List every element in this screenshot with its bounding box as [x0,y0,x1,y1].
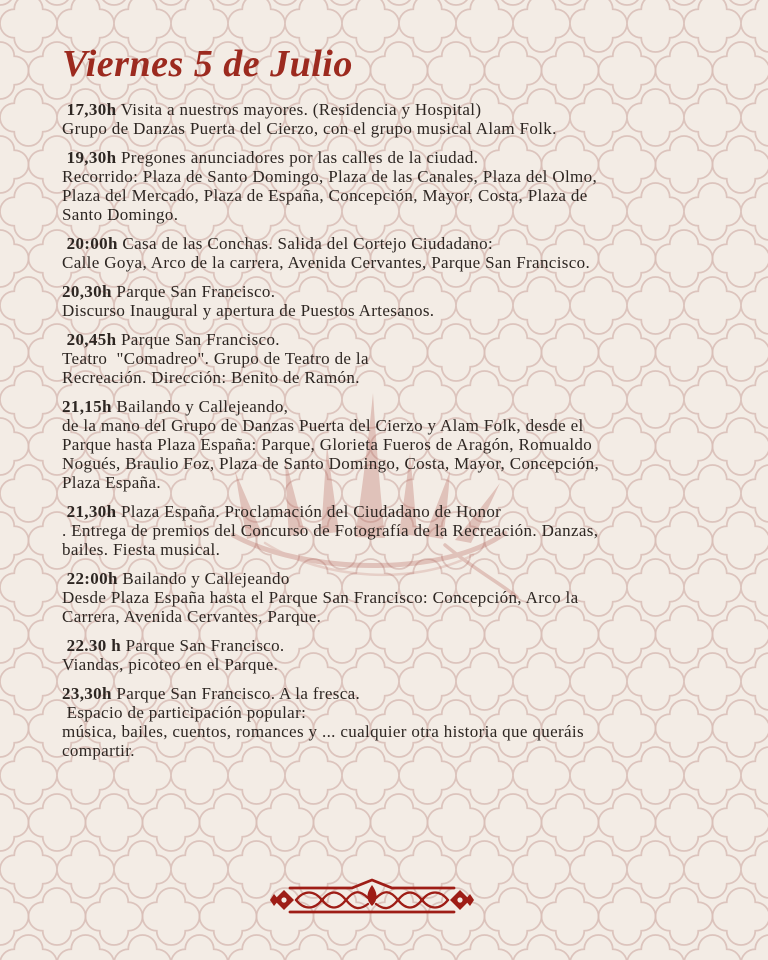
event-time: 22:00h [62,569,118,588]
event-detail-line: Recreación. Dirección: Benito de Ramón. [62,368,360,387]
event-summary: Bailando y Callejeando [117,569,290,588]
event-time: 22.30 h [62,636,122,655]
event-detail-line: Viandas, picoteo en el Parque. [62,655,279,674]
event-item [62,234,762,272]
event-detail-line: bailes. Fiesta musical. [62,540,221,559]
event-detail-line: Recorrido: Plaza de Santo Domingo, Plaza de las Canales, Plaza del Olmo, [62,167,598,186]
bottom-ornament-divider [270,878,474,920]
event-headline [62,330,762,349]
event-summary: Parque San Francisco. [111,282,276,301]
event-headline [62,282,762,301]
event-summary: Parque San Francisco. A la fresca. [111,684,361,703]
event-detail-line: Espacio de participación popular: [62,703,307,722]
event-item [62,330,762,387]
event-detail-line: Grupo de Danzas Puerta del Cierzo, con el grupo musical Alam Folk. [62,119,557,138]
event-item [62,282,762,320]
event-detail-line: Teatro "Comadreo". Grupo de Teatro de la [62,349,369,368]
event-item [62,569,762,626]
event-headline [62,569,762,588]
event-summary: Parque San Francisco. [121,636,285,655]
event-summary: Plaza España. Proclamación del Ciudadano de Honor [116,502,502,521]
event-item [62,636,762,674]
event-item [62,100,762,138]
event-list [62,100,762,770]
event-time: 20:00h [62,234,118,253]
event-headline [62,397,762,416]
event-summary: Parque San Francisco. [116,330,280,349]
event-detail-line: Desde Plaza España hasta el Parque San Francisco: Concepción, Arco la [62,588,579,607]
event-detail-line: Santo Domingo. [62,205,179,224]
event-item [62,148,762,224]
event-detail-line: Carrera, Avenida Cervantes, Parque. [62,607,322,626]
event-item [62,684,762,760]
event-detail-line: Discurso Inaugural y apertura de Puestos Artesanos. [62,301,435,320]
event-summary: Visita a nuestros mayores. (Residencia y Hospital) [116,100,482,119]
event-headline [62,502,762,521]
event-headline [62,234,762,253]
event-headline [62,684,762,703]
event-time: 20,45h [62,330,117,349]
event-item [62,397,762,492]
event-detail-line: Plaza del Mercado, Plaza de España, Concepción, Mayor, Costa, Plaza de [62,186,588,205]
event-time: 17,30h [62,100,117,119]
event-summary: Pregones anunciadores por las calles de la ciudad. [116,148,479,167]
event-headline [62,100,762,119]
event-headline [62,636,762,655]
event-time: 21,15h [62,397,112,416]
event-time: 20,30h [62,282,112,301]
event-time: 19,30h [62,148,117,167]
event-detail-line: de la mano del Grupo de Danzas Puerta del Cierzo y Alam Folk, desde el [62,416,584,435]
event-detail-line: . Entrega de premios del Concurso de Fotografía de la Recreación. Danzas, [62,521,599,540]
event-detail-line: compartir. [62,741,135,760]
event-item [62,502,762,559]
event-summary: Casa de las Conchas. Salida del Cortejo Ciudadano: [117,234,494,253]
event-detail-line: Calle Goya, Arco de la carrera, Avenida Cervantes, Parque San Francisco. [62,253,591,272]
event-time: 23,30h [62,684,112,703]
event-detail-line: Nogués, Braulio Foz, Plaza de Santo Domingo, Costa, Mayor, Concepción, [62,454,600,473]
page-title: Viernes 5 de Julio [62,43,353,85]
event-detail-line: Parque hasta Plaza España: Parque, Glorieta Fueros de Aragón, Romualdo [62,435,593,454]
event-detail-line: música, bailes, cuentos, romances y ... cualquier otra historia que queráis [62,722,584,741]
event-summary: Bailando y Callejeando, [111,397,289,416]
event-headline [62,148,762,167]
event-time: 21,30h [62,502,117,521]
event-detail-line: Plaza España. [62,473,161,492]
